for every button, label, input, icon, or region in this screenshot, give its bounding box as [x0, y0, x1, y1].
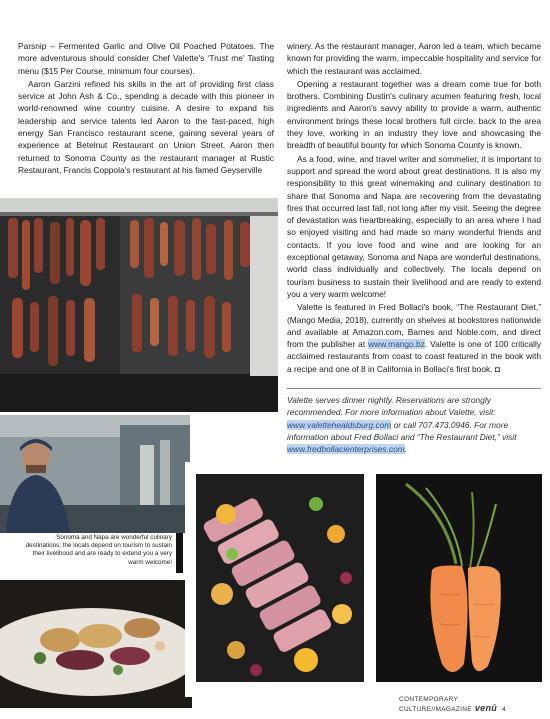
info-text: . — [404, 444, 408, 455]
info-text: or call 707.473.0946. For more information about Fred Bollaci and “The Restaurant Diet,” visit — [287, 419, 517, 442]
footer-section: CONTEMPORARY CULTURE//MAGAZINE — [399, 696, 472, 713]
magazine-brand: venū — [474, 703, 498, 713]
bollaci-link[interactable]: www.fredbollacienterprises.com — [287, 444, 405, 455]
paragraph: winery. As the restaurant manager, Aaron led a team, which became known for providing the warm, impeccable hospitality and service for which the restaurant was acclaimed. — [287, 41, 541, 76]
paragraph: Parsnip – Fermented Garlic and Olive Oil Poached Potatoes. The more adventurous should consider Chef Valette's ‘Trust me’ Tasting menu ($15 Per Course, minimum four courses). — [18, 41, 274, 76]
caption-accent-bar — [176, 533, 183, 573]
carrot-dish-photo — [376, 474, 542, 682]
paragraph: As a food, wine, and travel writer and sommelier, it is important to support and spread the word about great destinations. It is also my responsibility to this great winemaking and culinary destination to share that Sonoma and Napa are recovering from the devastating fires that occurred last fall, not long after my visit. Seeing the degree of devastation was heartbreaking, especially to an area where I had so enjoyed visiting and had made so many wonderful friends and contacts. If you love food and wine and are looking for an exceptional getaway, Sonoma and Napa are wonderful destinations, world class individually and collectively. The locals depend on tourism business to sustain their livelihood and are ready to extend you a very warm welcome! — [287, 153, 541, 299]
divider — [287, 388, 541, 389]
photo-caption: Sonoma and Napa are wonderful culinary destinations; the locals depend on tourism to sustain their livelihood and are ready to extend you a very warm welcome! — [25, 534, 172, 566]
left-column — [18, 40, 274, 177]
chef-photo — [0, 415, 190, 533]
paragraph-last — [287, 301, 541, 375]
mango-link[interactable]: www.mango.bz — [368, 339, 425, 350]
paragraph: Opening a restaurant together was a dream come true for both brothers. Combining Dustin's culinary acumen featuring fresh, local ingredients and Aaron's savvy ability to provide a warm, authentic environment brings these local brothers full circle: back to the area they love, working in an industry they love and showcasing the breadth of beautiful bounty for which Sonoma County is known. — [287, 78, 541, 151]
page-number: 4 — [502, 706, 507, 713]
info-text: Valette serves dinner nightly. Reservations are strongly recommended. For more information about Valette, visit: — [287, 395, 496, 418]
paragraph: Aaron Garzini refined his skills in the art of providing first class service at John Ash & Co., spending a decade with this pioneer in world-renowned wine country cuisine. A desire to expand his leadership and service talents led Aaron to the fast-paced, high energy San Francisco restaurant scene, gaining several years of experience at Betelnut Restaurant on Union Street. Aaron then returned to Sonoma County as the restaurant manager at Rustic Restaurant, Francis Coppola's restaurant at his famed Geyserville — [18, 78, 274, 175]
seared-tuna-photo — [196, 474, 364, 682]
paragraph-text: Valette is featured in Fred Bollaci's book, “The Restaurant Diet,” (Mango Media, 2018), currently on shelves at bookstores nationwide and available at Amazon.com, Barnes and Noble.com, and direct from the publisher at — [287, 302, 541, 350]
info-box — [287, 394, 541, 455]
meat-curing-photo — [0, 198, 278, 412]
plated-dish-photo — [0, 580, 192, 708]
right-column — [287, 40, 541, 376]
paragraph-text: . Valette is one of 100 critically acclaimed restaurants from coast to coast featured in the book with a recipe and one of 8 in California in Bollaci's first book. ◘ — [287, 339, 542, 374]
valette-link[interactable]: www.valettehealdsburg.com — [287, 419, 392, 430]
page-footer — [399, 696, 550, 713]
